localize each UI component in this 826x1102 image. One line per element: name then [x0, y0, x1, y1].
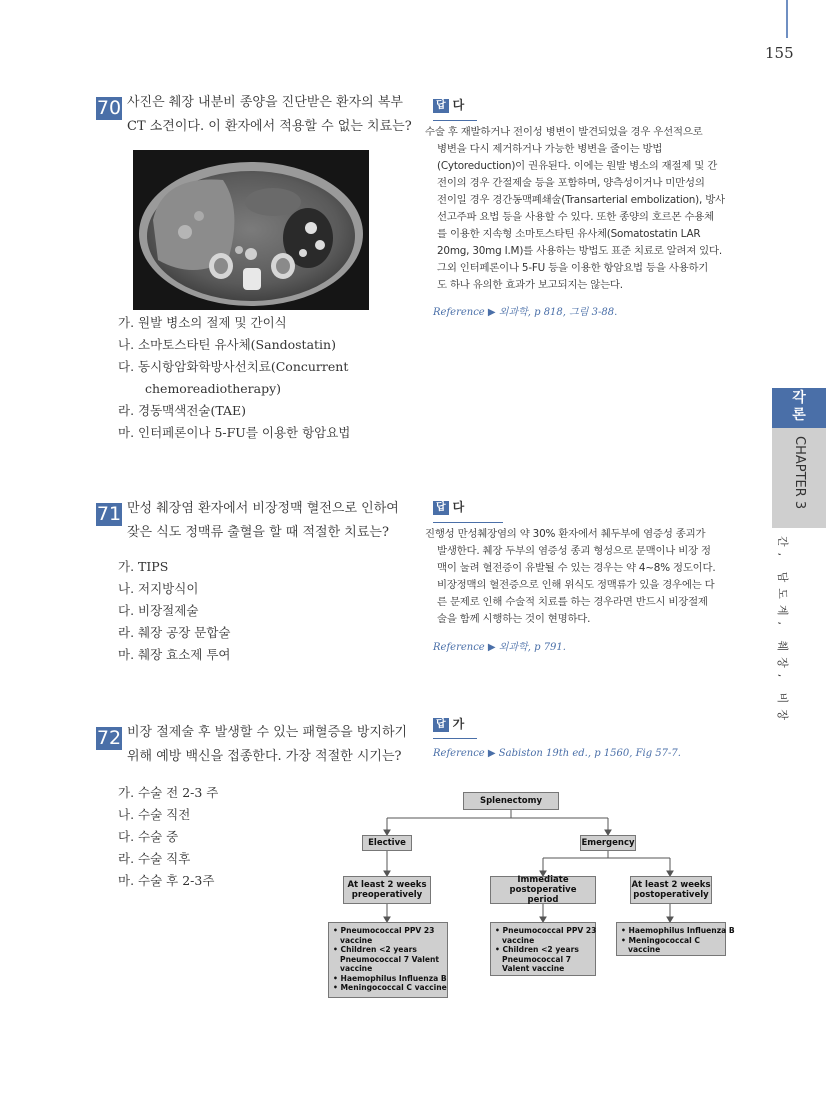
expl-70-line: 도 하나 유의한 효과가 보고되지는 않는다.: [437, 279, 623, 291]
side-tab-section-label: 각론: [792, 390, 806, 423]
choice-71-4[interactable]: 라. 췌장 공장 문합술: [118, 625, 231, 640]
flowchart-root: Splenectomy: [463, 792, 559, 810]
list3-item-cont: vaccine: [628, 945, 661, 954]
list1-item: • Children <2 years: [333, 945, 417, 954]
list1-item: • Pneumococcal PPV 23: [333, 926, 435, 935]
reference-72-text: Sabiston 19th ed., p 1560, Fig 57-7.: [498, 748, 681, 759]
reference-71-text: 외과학, p 791.: [498, 642, 566, 653]
question-number-70: 70: [96, 97, 122, 119]
list1-item-cont: Pneumococcal 7 Valent: [340, 954, 440, 964]
immediate-timing-line2: period: [527, 895, 559, 905]
question-70-line2: CT 소견이다. 이 환자에서 적용할 수 없는 치료는?: [127, 119, 412, 134]
choice-70-4[interactable]: 라. 경동맥색전술(TAE): [118, 403, 247, 418]
answer-71-value: 다: [452, 500, 465, 514]
flowchart-emergency: Emergency: [580, 835, 636, 851]
reference-71-label: Reference ▶: [433, 642, 496, 653]
choice-72-4[interactable]: 라. 수술 직후: [118, 851, 191, 866]
choice-71-5[interactable]: 마. 췌장 효소제 투여: [118, 647, 231, 662]
flowchart-list-post: [616, 922, 735, 956]
side-tab-topics-label: 간, 담도계, 췌장, 비장: [776, 536, 789, 726]
expl-71-line: 른 문제로 인해 수술적 치료를 하는 경우라면 반드시 비장절제: [437, 596, 708, 608]
list2-item: • Pneumococcal PPV 23: [495, 926, 597, 935]
answer-70-badge: 답: [433, 99, 449, 113]
list1-item: • Meningococcal C vaccine: [333, 983, 447, 992]
elective-timing-line1: At least 2 weeks: [347, 880, 427, 890]
immediate-timing-line1: Immediate postoperative: [509, 875, 577, 895]
question-number-71: 71: [96, 503, 122, 525]
question-71-line2: 잦은 식도 정맥류 출혈을 할 때 적절한 치료는?: [127, 525, 389, 540]
choice-72-3[interactable]: 다. 수술 중: [118, 829, 179, 844]
expl-71-line: 비장정맥의 혈전증으로 인해 위식도 정맥류가 있을 경우에는 다: [437, 579, 715, 591]
expl-70-line: 병변을 다시 제거하거나 가능한 병변을 줄이는 방법: [437, 143, 663, 155]
choice-70-1[interactable]: 가. 원발 병소의 절제 및 간이식: [118, 315, 287, 330]
expl-70-line: 선고주파 요법 등을 사용할 수 있다. 또한 종양의 호르몬 수용체: [437, 211, 714, 223]
question-71-line1: 만성 췌장염 환자에서 비장정맥 혈전으로 인하여: [127, 501, 399, 516]
list2-item: • Children <2 years: [495, 945, 579, 954]
answer-72-badge: 답: [433, 718, 449, 732]
choice-71-1[interactable]: 가. TIPS: [118, 559, 169, 574]
expl-71-line: 술을 함께 시행하는 것이 현명하다.: [437, 613, 591, 625]
page-number: 155: [765, 44, 794, 62]
expl-70-line: 전이일 경우 경간동맥폐쇄술(Transarterial embolization), 방사: [437, 194, 725, 206]
elective-timing-line2: preoperatively: [351, 890, 423, 900]
expl-71-line: 진행성 만성췌장염의 약 30% 환자에서 췌두부에 염증성 종괴가: [425, 528, 706, 540]
expl-71-line: 맥이 눌려 혈전증이 유발될 수 있는 경우는 약 4~8% 정도이다.: [437, 562, 716, 574]
answer-71-badge: 답: [433, 501, 449, 515]
choice-71-2[interactable]: 나. 저지방식이: [118, 581, 199, 596]
list1-item-cont: vaccine: [340, 935, 373, 945]
flowchart-list-immediate: [490, 922, 596, 976]
flowchart-immediate-timing: [490, 876, 596, 904]
list1-item-cont: vaccine: [340, 964, 373, 973]
expl-70-line: 를 이용한 지속형 소마토스타틴 유사체(Somatostatin LAR: [437, 228, 701, 240]
reference-70-label: Reference ▶: [433, 307, 496, 318]
expl-70-line: 그외 인터페론이나 5-FU 등을 이용한 항암요법 등을 사용하기: [437, 262, 709, 274]
flowchart-list-elective: [328, 922, 448, 998]
reference-72-label: Reference ▶: [433, 748, 496, 759]
post-timing-line1: At least 2 weeks: [631, 880, 711, 890]
choice-70-5[interactable]: 마. 인터페론이나 5-FU를 이용한 항암요법: [118, 425, 351, 440]
choice-72-2[interactable]: 나. 수술 직전: [118, 807, 191, 822]
reference-70-text: 외과학, p 818, 그림 3-88.: [498, 307, 618, 318]
list1-item: • Haemophilus Influenza B: [333, 973, 447, 983]
expl-70-line: 20mg, 30mg I.M)를 사용하는 방법도 표준 치료로 알려져 있다.: [437, 245, 722, 257]
choice-70-3-cont: chemoreadiotherapy): [145, 381, 282, 396]
flowchart-elective-timing: [343, 876, 431, 904]
list2-item-cont: vaccine: [502, 935, 535, 945]
expl-70-line: 수술 후 재발하거나 전이성 병변이 발견되었을 경우 우선적으로: [425, 126, 703, 138]
choice-71-3[interactable]: 다. 비장절제술: [118, 603, 199, 618]
choice-72-5[interactable]: 마. 수술 후 2-3주: [118, 873, 215, 888]
question-72-line2: 위해 예방 백신을 접종한다. 가장 적절한 시기는?: [127, 749, 402, 764]
expl-70-line: 전이의 경우 간절제술 등을 포함하며, 양측성이거나 미만성의: [437, 177, 705, 189]
list3-item: • Haemophilus Influenza B: [621, 926, 735, 935]
flowchart-elective: Elective: [362, 835, 412, 851]
expl-71-line: 발생한다. 췌장 두부의 염증성 종괴 형성으로 문맥이나 비장 정: [437, 545, 711, 557]
list2-item-cont: Valent vaccine: [502, 964, 565, 973]
choice-70-3[interactable]: 다. 동시항암화학방사선치료(Concurrent: [118, 359, 349, 374]
expl-70-line: (Cytoreduction)이 권유된다. 이에는 원발 병소의 재절제 및 간: [437, 160, 718, 172]
choice-70-2[interactable]: 나. 소마토스타틴 유사체(Sandostatin): [118, 337, 336, 352]
list2-item-cont: Pneumococcal 7: [502, 954, 572, 964]
flowchart-post-timing: [630, 876, 712, 904]
answer-70-value: 다: [452, 98, 465, 112]
post-timing-line2: postoperatively: [633, 890, 709, 900]
side-tab-chapter-label: CHAPTER 3: [792, 436, 807, 510]
list3-item: • Meningococcal C: [621, 935, 700, 945]
choice-72-1[interactable]: 가. 수술 전 2-3 주: [118, 785, 219, 800]
question-70-line1: 사진은 췌장 내분비 종양을 진단받은 환자의 복부: [127, 95, 403, 110]
question-72-line1: 비장 절제술 후 발생할 수 있는 패혈증을 방지하기: [127, 725, 408, 740]
question-number-72: 72: [96, 727, 122, 749]
answer-72-value: 가: [452, 717, 465, 731]
